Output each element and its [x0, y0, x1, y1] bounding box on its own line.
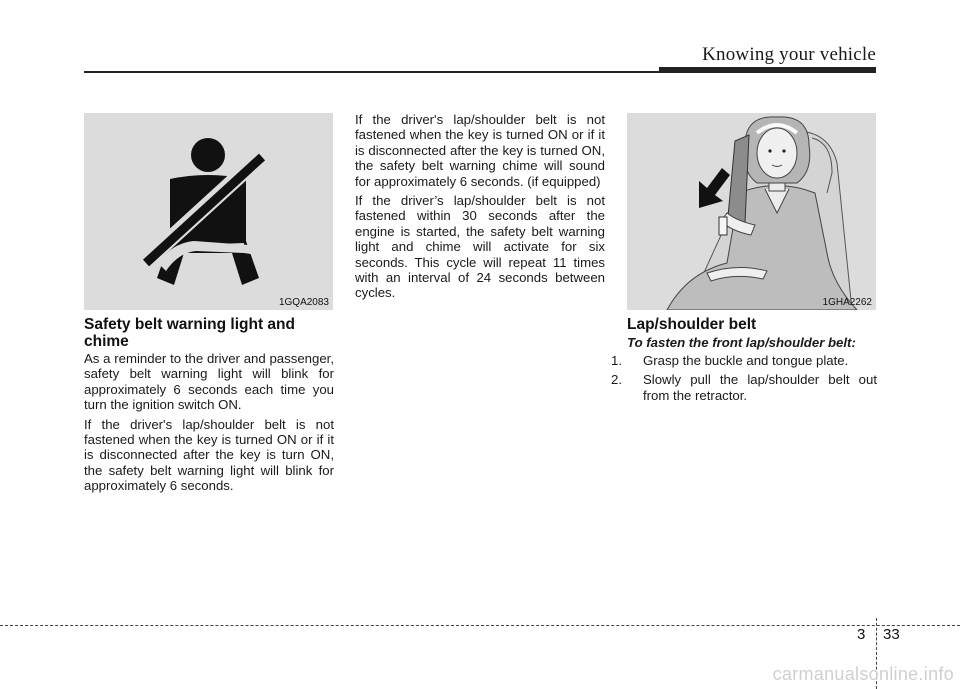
list-item [611, 353, 877, 368]
step-number: 2. [611, 372, 622, 388]
subheading-fasten-instructions: To fasten the front lap/shoulder belt: [627, 335, 856, 350]
step-number: 1. [611, 353, 622, 368]
figure-code: 1GHA2262 [822, 297, 872, 308]
seatbelt-warning-icon [84, 113, 333, 310]
step-text: Slowly pull the lap/shoulder belt out from the retractor. [643, 372, 877, 403]
heading-safety-belt-warning: Safety belt warning light and chime [84, 316, 295, 350]
chapter-number: 3 [857, 626, 866, 643]
list-item [611, 372, 877, 403]
seatbelt-illustration [627, 113, 876, 310]
header-rule-accent [659, 67, 876, 73]
seatbelt-warning-figure [84, 113, 333, 310]
paragraph: As a reminder to the driver and passenger, safety belt warning light will blink for approximately 6 seconds each time you turn the ignition switch ON. [84, 351, 334, 413]
page-number: 33 [883, 626, 900, 643]
paragraph: If the driver's lap/shoulder belt is not fastened when the key is turned ON or if it is disconnected after the key is turned ON, the safety belt warning chime will sound for approximately 6 seconds. (if equipped) [355, 112, 605, 189]
heading-lap-shoulder-belt: Lap/shoulder belt [627, 316, 757, 333]
watermark: carmanualsonline.info [772, 664, 954, 684]
paragraph: If the driver's lap/shoulder belt is not fastened when the key is turned ON or if it is disconnected after the key is turn ON, the safety belt warning light will blink for approximately 6 seconds. [84, 416, 334, 494]
steps-list [611, 353, 877, 403]
woman-fastening-belt-illustration [627, 113, 876, 310]
step-text: Grasp the buckle and tongue plate. [643, 353, 849, 368]
section-title: Knowing your vehicle [702, 44, 876, 65]
figure-code: 1GQA2083 [278, 297, 329, 308]
footer-divider [0, 625, 960, 626]
left-body [84, 351, 334, 494]
paragraph: If the driver’s lap/shoulder belt is not fastened within 30 seconds after the engine is started, the safety belt warning light and chime will activate for six seconds. This cycle will repeat 11 times with an interval of 24 seconds between cycles. [355, 193, 605, 301]
middle-body [355, 112, 605, 301]
